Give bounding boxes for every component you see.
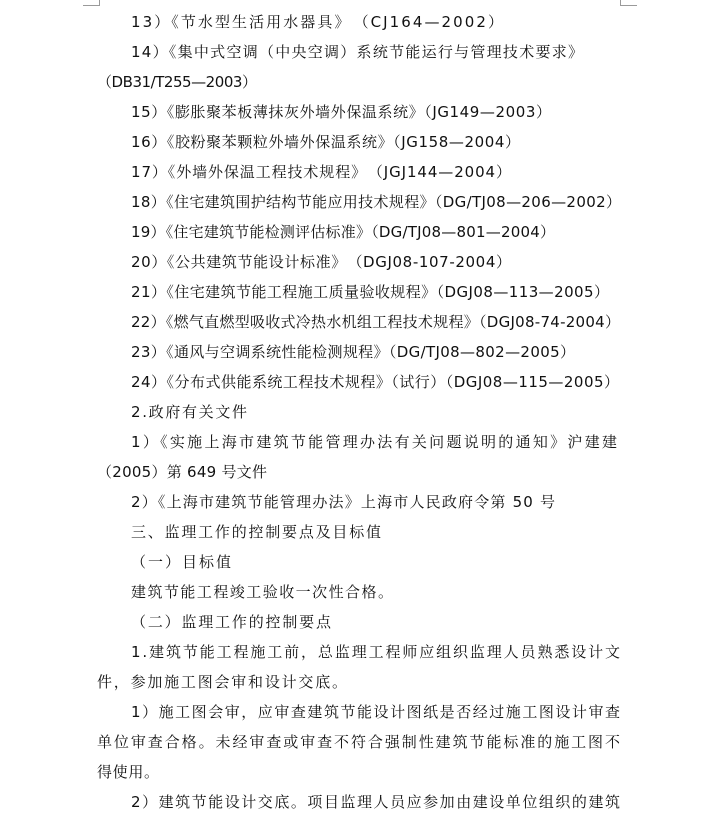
control-point-1-1: 1）施工图会审，应审查建筑节能设计图纸是否经过施工图设计审查: [131, 703, 622, 721]
standard-item-16: 16）《胶粉聚苯颗粒外墙外保温系统》（JG158—2004）: [131, 133, 521, 151]
standard-item-21: 21）《住宅建筑节能工程施工质量验收规程》（DGJ08—113—2005）: [131, 283, 610, 301]
standard-item-17: 17）《外墙外保温工程技术规程》 （JGJ144—2004）: [131, 163, 512, 181]
standard-item-18: 18）《住宅建筑围护结构节能应用技术规程》（DG/TJ08—206—2002）: [131, 193, 622, 211]
control-point-1: 1.建筑节能工程施工前，总监理工程师应组织监理人员熟悉设计文: [131, 643, 622, 661]
target-value-text: 建筑节能工程竣工验收一次性合格。: [131, 583, 395, 601]
subheading-control-points: （二）监理工作的控制要点: [131, 613, 333, 631]
control-point-1-1-continued: 单位审查合格。未经审查或审查不符合强制性建筑节能标准的施工图不: [97, 733, 622, 751]
chapter-heading-control-points: 三、监理工作的控制要点及目标值: [131, 523, 383, 541]
section-heading-government-documents: 2.政府有关文件: [131, 403, 249, 421]
standard-item-20: 20）《公共建筑节能设计标准》 （DGJ08-107-2004）: [131, 253, 512, 271]
page-corner-mark-left: [83, 0, 100, 6]
standard-item-15: 15）《膨胀聚苯板薄抹灰外墙外保温系统》（JG149—2003）: [131, 103, 552, 121]
government-document-1-continued: （2005）第 649 号文件: [97, 463, 268, 481]
standard-item-22: 22）《燃气直燃型吸收式冷热水机组工程技术规程》（DGJ08-74-2004）: [131, 313, 621, 331]
standard-item-19: 19）《住宅建筑节能检测评估标准》（DG/TJ08—801—2004）: [131, 223, 556, 241]
standard-item-13: 13）《节水型生活用水器具》 （CJ164—2002）: [131, 13, 506, 31]
standard-item-14: 14）《集中式空调（中央空调）系统节能运行与管理技术要求》: [131, 43, 585, 61]
standard-item-24: 24）《分布式供能系统工程技术规程》（试行）（DGJ08—115—2005）: [131, 373, 620, 391]
page-corner-mark-right: [620, 0, 637, 6]
government-document-1: 1）《实施上海市建筑节能管理办法有关问题说明的通知》沪建建: [131, 433, 620, 451]
government-document-2: 2）《上海市建筑节能管理办法》上海市人民政府令第 50 号: [131, 493, 557, 511]
subheading-target-value: （一）目标值: [131, 553, 233, 571]
standard-item-23: 23）《通风与空调系统性能检测规程》（DG/TJ08—802—2005）: [131, 343, 576, 361]
control-point-1-continued: 件，参加施工图会审和设计交底。: [97, 673, 349, 691]
standard-item-14-continued: （DB31/T255—2003）: [97, 73, 257, 91]
control-point-1-2: 2）建筑节能设计交底。项目监理人员应参加由建设单位组织的建筑: [131, 793, 622, 811]
control-point-1-1-end: 得使用。: [97, 763, 160, 781]
